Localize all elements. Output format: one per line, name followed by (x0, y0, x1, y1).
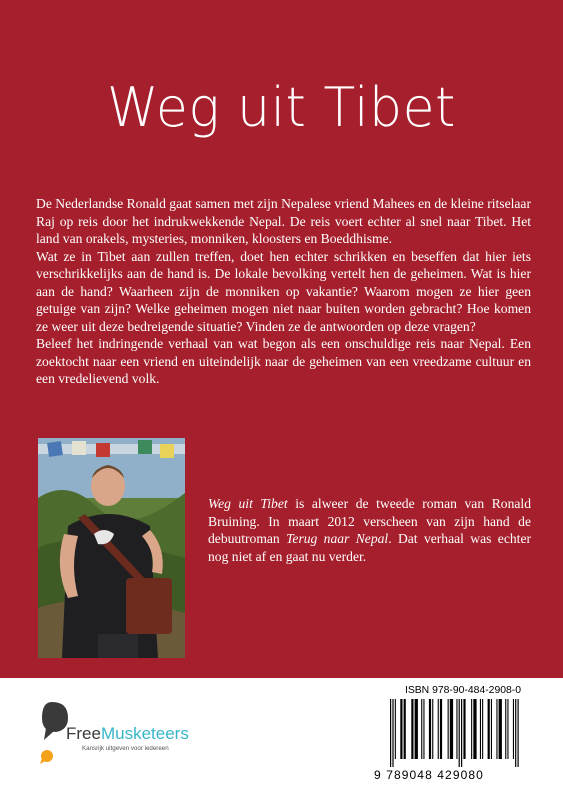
barcode-digits: 9 789048 429080 (374, 768, 484, 782)
publisher-name-part2: Musketeers (100, 724, 189, 743)
synopsis (36, 195, 531, 388)
synopsis-paragraph: De Nederlandse Ronald gaat samen met zijn Nepalese vriend Mahees en de kleine ritselaar Raj op reis door het indrukwekkende Nepal. De reis voert echter al snel naar Tibet. Het land van orakels, mysteries, monniken, kloosters en Boeddhisme. (36, 196, 531, 246)
author-photo (38, 438, 185, 658)
publisher-tagline: Kansrijk uitgeven voor iedereen (82, 745, 169, 752)
author-note-text: is alweer de tweede roman van Ronald Bruining. In maart 2012 verscheen van zijn hand de debuutroman (208, 496, 531, 546)
publisher-name (66, 724, 189, 744)
synopsis-paragraph: Wat ze in Tibet aan zullen treffen, doet hen echter schrikken en beseffen dat hier iets verschrikkelijks aan de hand is. De lokale bevolking vertelt hen de geheimen. Wat is hier aan de hand? Waarheen zijn de monniken op vakantie? Waarom mogen ze hier geen getuige van zijn? Welke geheimen mogen niet naar buiten worden gebracht? Hoe komen ze weer uit deze bedreigende situatie? Vinden ze de antwoorden op deze vragen? (36, 248, 531, 334)
synopsis-paragraph: Beleef het indringende verhaal van wat begon als een onschuldige reis naar Nepal. Een zoektocht naar een vriend en uiteindelijk naar de geheimen van een vreedzame cultuur en een vredelievend volk. (36, 336, 531, 386)
author-note-text: . Dat verhaal was echter nog niet af en gaat nu verder. (208, 531, 532, 564)
publisher-logo (38, 700, 218, 770)
barcode (388, 699, 540, 769)
publisher-name-part1: Free (66, 724, 101, 743)
author-note (208, 495, 531, 565)
book-title: Weg uit Tibet (107, 76, 456, 140)
author-note-debut-title: Terug naar Nepal (286, 531, 389, 546)
author-note-book-title: Weg uit Tibet (208, 496, 288, 511)
isbn-label: ISBN 978-90-484-2908-0 (404, 685, 522, 696)
